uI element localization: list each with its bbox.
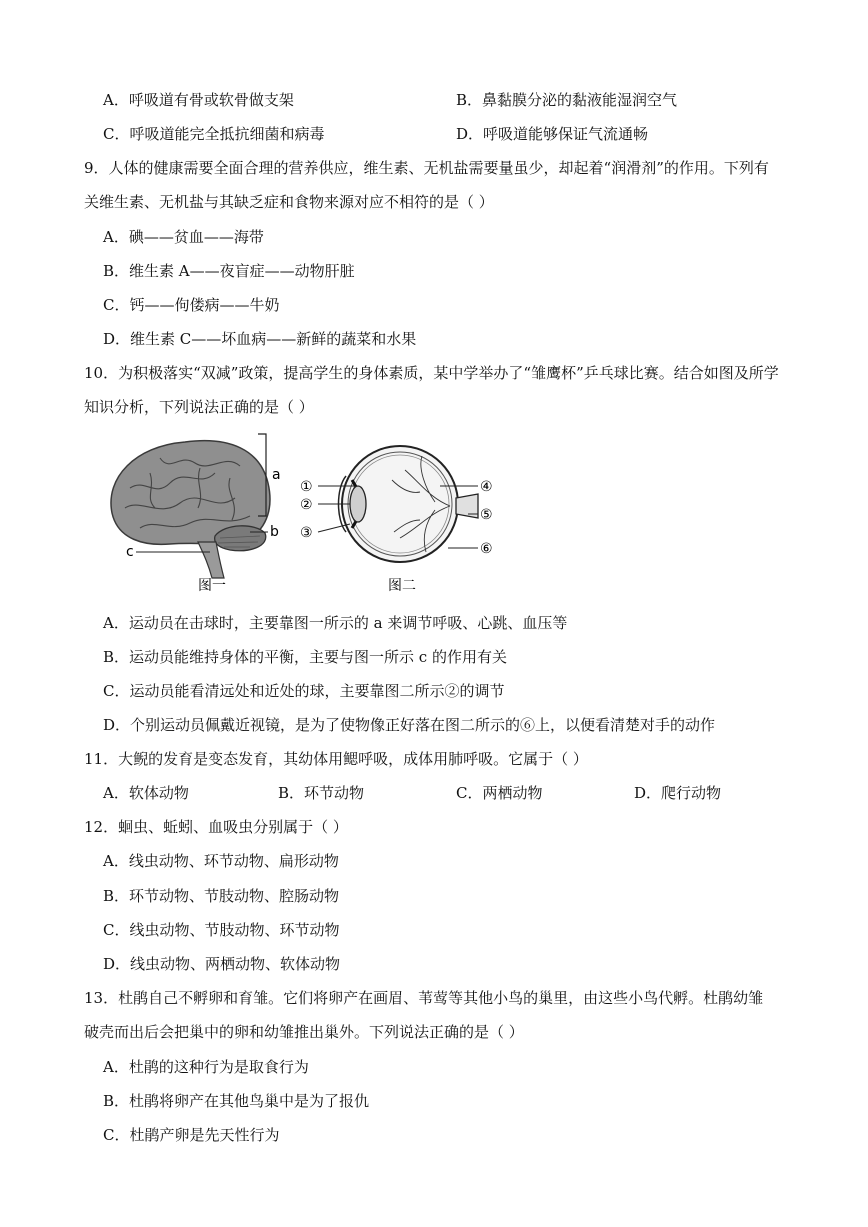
eye-illustration [318,446,478,562]
q10-stem-line1: 10．为积极落实“双减”政策，提高学生的身体素质，某中学举办了“雏鹰杯”乒乓球比赛。结合如图及所学 [84,364,779,382]
q11-option-a: A．软体动物 [103,784,189,802]
q10-option-a: A．运动员在击球时，主要靠图一所示的 a 来调节呼吸、心跳、血压等 [103,614,568,632]
eye-label-5: ⑤ [480,507,493,523]
q13-stem-line2: 破壳而出后会把巢中的卵和幼雏推出巢外。下列说法正确的是（ ） [84,1023,524,1041]
q8-option-c: C．呼吸道能完全抵抗细菌和病毒 [103,125,325,143]
q13-option-a: A．杜鹃的这种行为是取食行为 [103,1058,309,1076]
q13-stem-line1: 13．杜鹃自己不孵卵和育雏。它们将卵产在画眉、苇莺等其他小鸟的巢里，由这些小鸟代孵。杜鹃幼雏 [84,989,764,1007]
q12-option-d: D．线虫动物、两栖动物、软体动物 [103,955,341,973]
q12-stem: 12．蛔虫、蚯蚓、血吸虫分别属于（ ） [84,818,348,836]
q13-option-b: B．杜鹃将卵产在其他鸟巢中是为了报仇 [103,1092,370,1110]
figure-caption-2: 图二 [388,578,416,594]
q12-option-b: B．环节动物、节肢动物、腔肠动物 [103,887,340,905]
eye-label-4: ④ [480,479,493,495]
q12-option-a: A．线虫动物、环节动物、扁形动物 [103,852,339,870]
figure-caption-1: 图一 [198,578,226,594]
eye-label-1: ① [300,479,313,495]
q9-stem-line1: 9．人体的健康需要全面合理的营养供应，维生素、无机盐需要量虽少，却起着“润滑剂”的作用。下列有 [84,159,769,177]
q9-option-d: D．维生素 C——坏血病——新鲜的蔬菜和水果 [103,330,417,348]
q11-option-b: B．环节动物 [278,784,365,802]
brain-label-c: c [126,544,134,560]
q10-option-d: D．个别运动员佩戴近视镜，是为了使物像正好落在图二所示的⑥上，以便看清楚对手的动作 [103,716,716,734]
q8-option-d: D．呼吸道能够保证气流通畅 [456,125,649,143]
q9-option-b: B．维生素 A——夜盲症——动物肝脏 [103,262,355,280]
eye-label-3: ③ [300,525,313,541]
q8-option-b: B．鼻黏膜分泌的黏液能湿润空气 [456,91,678,109]
q9-option-c: C．钙——佝偻病——牛奶 [103,296,280,314]
q10-option-b: B．运动员能维持身体的平衡，主要与图一所示 c 的作用有关 [103,648,507,666]
q10-stem-line2: 知识分析，下列说法正确的是（ ） [84,398,314,416]
brain-label-a: a [272,467,281,483]
q12-option-c: C．线虫动物、节肢动物、环节动物 [103,921,340,939]
q10-figure-svg [100,428,520,598]
q11-stem: 11．大鲵的发育是变态发育，其幼体用鳃呼吸，成体用肺呼吸。它属于（ ） [84,750,588,768]
eye-label-6: ⑥ [480,541,493,557]
q10-option-c: C．运动员能看清远处和近处的球，主要靠图二所示②的调节 [103,682,505,700]
q8-option-a: A．呼吸道有骨或软骨做支架 [103,91,294,109]
q11-option-c: C．两栖动物 [456,784,543,802]
q9-option-a: A．碘——贫血——海带 [103,228,264,246]
brain-illustration [111,434,270,578]
brain-label-b: b [270,524,279,540]
q10-figure [100,428,520,598]
q9-stem-line2: 关维生素、无机盐与其缺乏症和食物来源对应不相符的是（ ） [84,193,494,211]
eye-label-2: ② [300,497,313,513]
q13-option-c: C．杜鹃产卵是先天性行为 [103,1126,280,1144]
q11-option-d: D．爬行动物 [634,784,722,802]
